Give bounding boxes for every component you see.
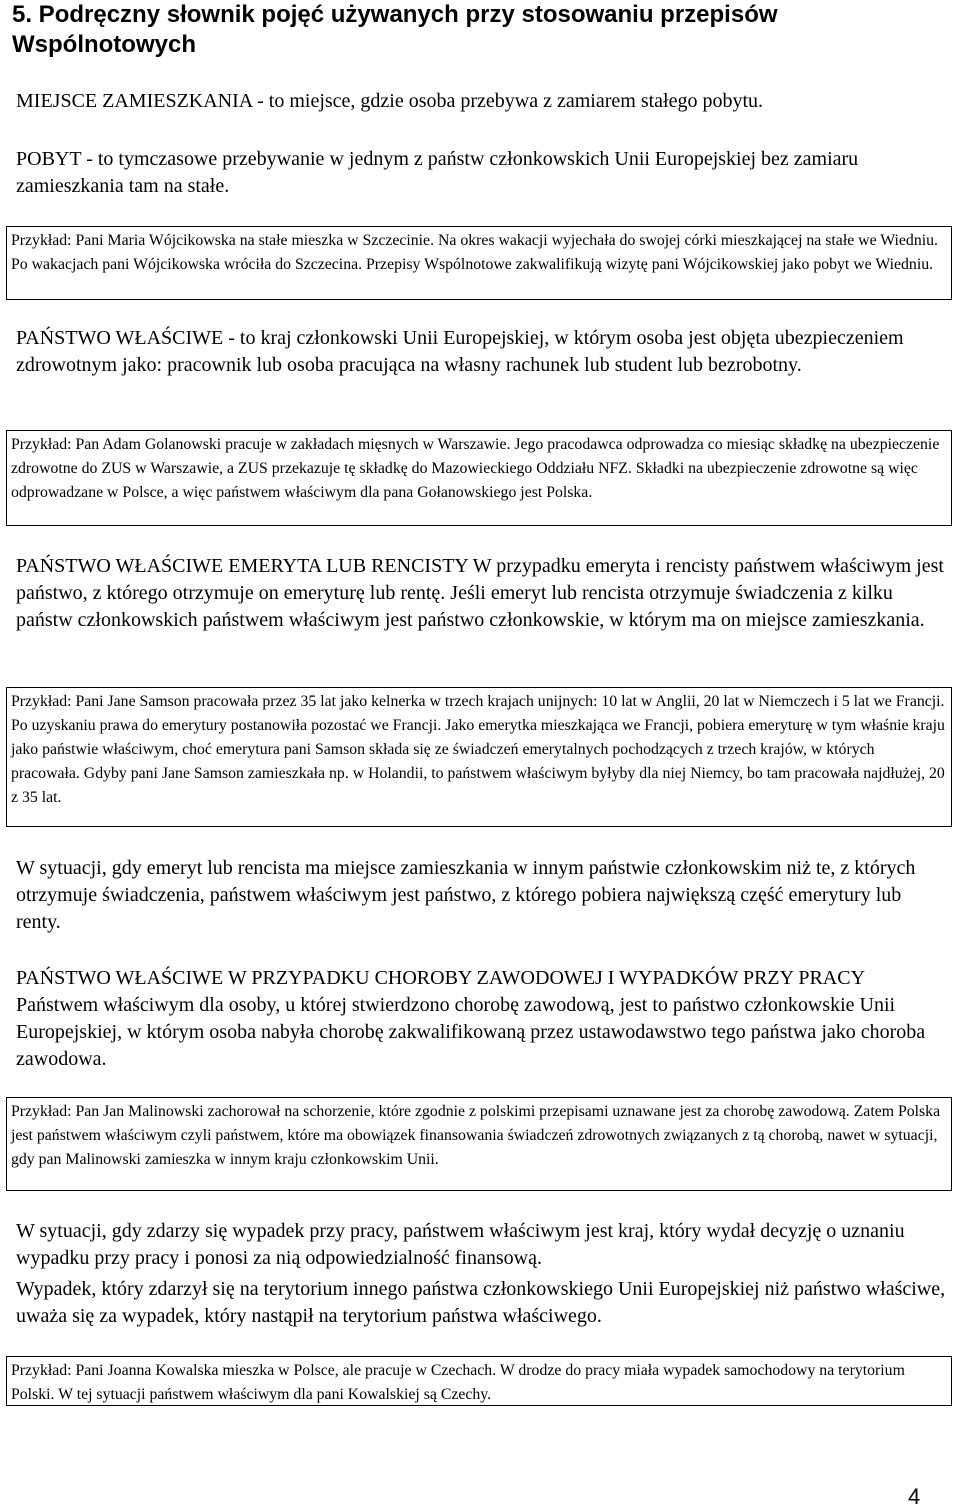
definition-pensioner-heading: PAŃSTWO WŁAŚCIWE EMERYTA LUB RENCISTY (16, 555, 469, 577)
definition-competent-state: PAŃSTWO WŁAŚCIWE - to kraj członkowski Unii Europejskiej, w którym osoba jest objęta ubezpieczeniem zdrowotnym jako: pracownik lub osoba pracująca na własny rachunek lub student lub bezrobotny. (16, 327, 904, 376)
definition-stay: POBYT - to tymczasowe przebywanie w jednym z państw członkowskich Unii Europejskiej bez zamiaru zamieszkania tam na stałe. (16, 148, 859, 197)
accident-paragraph-2: Wypadek, który zdarzył się na terytorium innego państwa członkowskiego Unii Europejskiej niż państwo właściwe, uważa się za wypadek, który nastąpił na terytorium państwa właściwego. (16, 1278, 946, 1327)
example-box-occupational (6, 1097, 952, 1191)
page-number: 4 (908, 1484, 921, 1509)
example-text: Przykład: Pani Joanna Kowalska mieszka w Polsce, ale pracuje w Czechach. W drodze do pracy miała wypadek samochodowy na terytorium Polski. W tej sytuacji państwem właściwym dla pani Kowalskiej są Czechy. (11, 1362, 905, 1403)
page-title-line-1: 5. Podręczny słownik pojęć używanych przy stosowaniu przepisów (12, 1, 778, 28)
page-title-line-2: Wspólnotowych (12, 31, 196, 58)
example-box-residence (6, 226, 952, 300)
definition-residence: MIEJSCE ZAMIESZKANIA - to miejsce, gdzie osoba przebywa z zamiarem stałego pobytu. (16, 90, 764, 112)
page-title (12, 0, 942, 60)
example-text: Przykład: Pan Adam Golanowski pracuje w zakładach mięsnych w Warszawie. Jego pracodawca odprowadza co miesiąc składkę na ubezpieczenie zdrowotne do ZUS w Warszawie, a ZUS przekazuje tę składkę do Mazowieckiego Oddziału NFZ. Składki na ubezpieczenie zdrowotne są więc odprowadzane w Polsce, a więc państwem właściwym dla pana Gołanowskiego jest Polska. (11, 436, 940, 501)
accident-paragraph-1: W sytuacji, gdy zdarzy się wypadek przy pracy, państwem właściwym jest kraj, który wydał decyzję o uznaniu wypadku przy pracy i ponosi za nią odpowiedzialność finansową. (16, 1220, 905, 1269)
example-text: Przykład: Pani Jane Samson pracowała przez 35 lat jako kelnerka w trzech krajach unijnych: 10 lat w Anglii, 20 lat w Niemczech i 5 lat we Francji. Po uzyskaniu prawa do emerytury postanowiła pozostać we Francji. Jako emerytka mieszkająca we Francji, pobiera emeryturę w tym właśnie kraju jako państwie właściwym, choć emerytura pani Samson składa się ze świadczeń emerytalnych pochodzących z trzech krajów, w których pracowała. Gdyby pani Jane Samson zamieszkała np. w Holandii, to państwem właściwym byłyby dla niej Niemcy, bo tam pracowała najdłużej, 20 z 35 lat. (11, 693, 945, 806)
definition-occupational (16, 965, 946, 1073)
example-box-competent-state (6, 430, 952, 526)
definition-pensioner (16, 553, 946, 634)
pensioner-other-residence: W sytuacji, gdy emeryt lub rencista ma miejsce zamieszkania w innym państwie członkowskim niż te, z których otrzymuje świadczenia, państwem właściwym jest państwo, z którego pobiera największą część emerytury lub renty. (16, 857, 916, 933)
example-text: Przykład: Pani Maria Wójcikowska na stałe mieszka w Szczecinie. Na okres wakacji wyjechała do swojej córki mieszkającej na stałe we Wiedniu. Po wakacjach pani Wójcikowska wróciła do Szczecina. Przepisy Wspólnotowe zakwalifikują wizytę pani Wójcikowskiej jako pobyt we Wiedniu. (11, 232, 938, 273)
definition-occupational-heading: PAŃSTWO WŁAŚCIWE W PRZYPADKU CHOROBY ZAWODOWEJ I WYPADKÓW PRZY PRACY (16, 967, 865, 989)
example-box-accident (6, 1356, 952, 1406)
definition-occupational-body: Państwem właściwym dla osoby, u której stwierdzono chorobę zawodową, jest to państwo członkowskie Unii Europejskiej, w którym osoba nabyła chorobę zakwalifikowaną przez ustawodawstwo tego państwa jako choroba zawodowa. (16, 994, 926, 1070)
example-box-pensioner (6, 687, 952, 827)
example-text: Przykład: Pan Jan Malinowski zachorował na schorzenie, które zgodnie z polskimi przepisami uznawane jest za chorobę zawodową. Zatem Polska jest państwem właściwym czyli państwem, które ma obowiązek finansowania świadczeń zdrowotnych związanych z tą chorobą, nawet w sytuacji, gdy pan Malinowski zamieszka w innym kraju członkowskim Unii. (11, 1103, 941, 1168)
definition-pensioner-body: W przypadku emeryta i rencisty państwem właściwym jest państwo, z którego otrzymuje on emeryturę lub rentę. Jeśli emeryt lub rencista otrzymuje świadczenia z kilku państw członkowskich państwem właściwym jest państwo członkowskie, w którym ma on miejsce zamieszkania. (16, 555, 944, 631)
